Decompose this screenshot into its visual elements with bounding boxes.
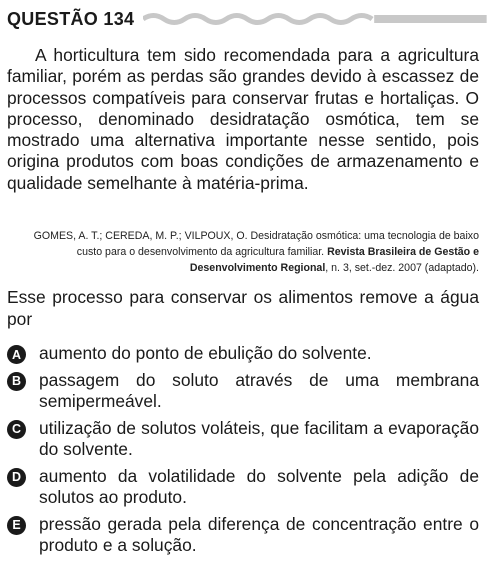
option-d-badge[interactable]: D <box>7 468 26 487</box>
divider-bar <box>375 15 487 23</box>
option-c-badge[interactable]: C <box>7 420 26 439</box>
answer-options <box>7 343 479 562</box>
citation-journal: Revista Brasileira de Gestão e Desenvolvimento Regional <box>189 245 479 274</box>
option-a-text: aumento do ponto de ebulição do solvente. <box>39 343 372 363</box>
passage-text <box>7 45 479 194</box>
question-stem: Esse processo para conservar os alimentos remove a água por <box>7 287 479 329</box>
passage-body: A horticultura tem sido recomendada para a agricultura familiar, porém as perdas são grandes devido à escassez de processos compatíveis para conservar frutas e hortaliças. O processo, denominado desidratação osmótica, tem se mostrado uma alternativa importante nesse sentido, pois origina produtos com boas condições de armazenamento e qualidade semelhante à matéria-prima. <box>7 45 479 193</box>
option-b-badge[interactable]: B <box>7 372 26 391</box>
option-c[interactable] <box>7 418 479 461</box>
option-e-text: pressão gerada pela diferença de concentração entre o produto e a solução. <box>39 513 479 555</box>
decorative-wave-divider <box>143 10 487 28</box>
option-b[interactable] <box>7 370 479 413</box>
question-header <box>7 8 487 30</box>
option-e-badge[interactable]: E <box>7 516 26 535</box>
option-a-badge[interactable]: A <box>7 345 26 364</box>
option-d-text: aumento da volatilidade do solvente pela adição de solutos ao produto. <box>39 465 479 507</box>
option-e[interactable] <box>7 514 479 557</box>
option-d[interactable] <box>7 466 479 509</box>
citation-authors-title: GOMES, A. T.; CEREDA, M. P.; VILPOUX, O. Desidratação osmótica: uma tecnologia de baixo custo para o desenvolvimento da agricultura familiar. <box>33 230 479 258</box>
question-title: QUESTÃO 134 <box>7 8 135 29</box>
citation <box>7 229 479 276</box>
option-a[interactable] <box>7 343 479 365</box>
option-c-text: utilização de solutos voláteis, que facilitam a evaporação do solvente. <box>39 417 479 459</box>
option-b-text: passagem do soluto através de uma membrana semipermeável. <box>39 369 479 411</box>
wave-line <box>143 16 372 23</box>
citation-details: , n. 3, set.-dez. 2007 (adaptado). <box>325 261 479 274</box>
